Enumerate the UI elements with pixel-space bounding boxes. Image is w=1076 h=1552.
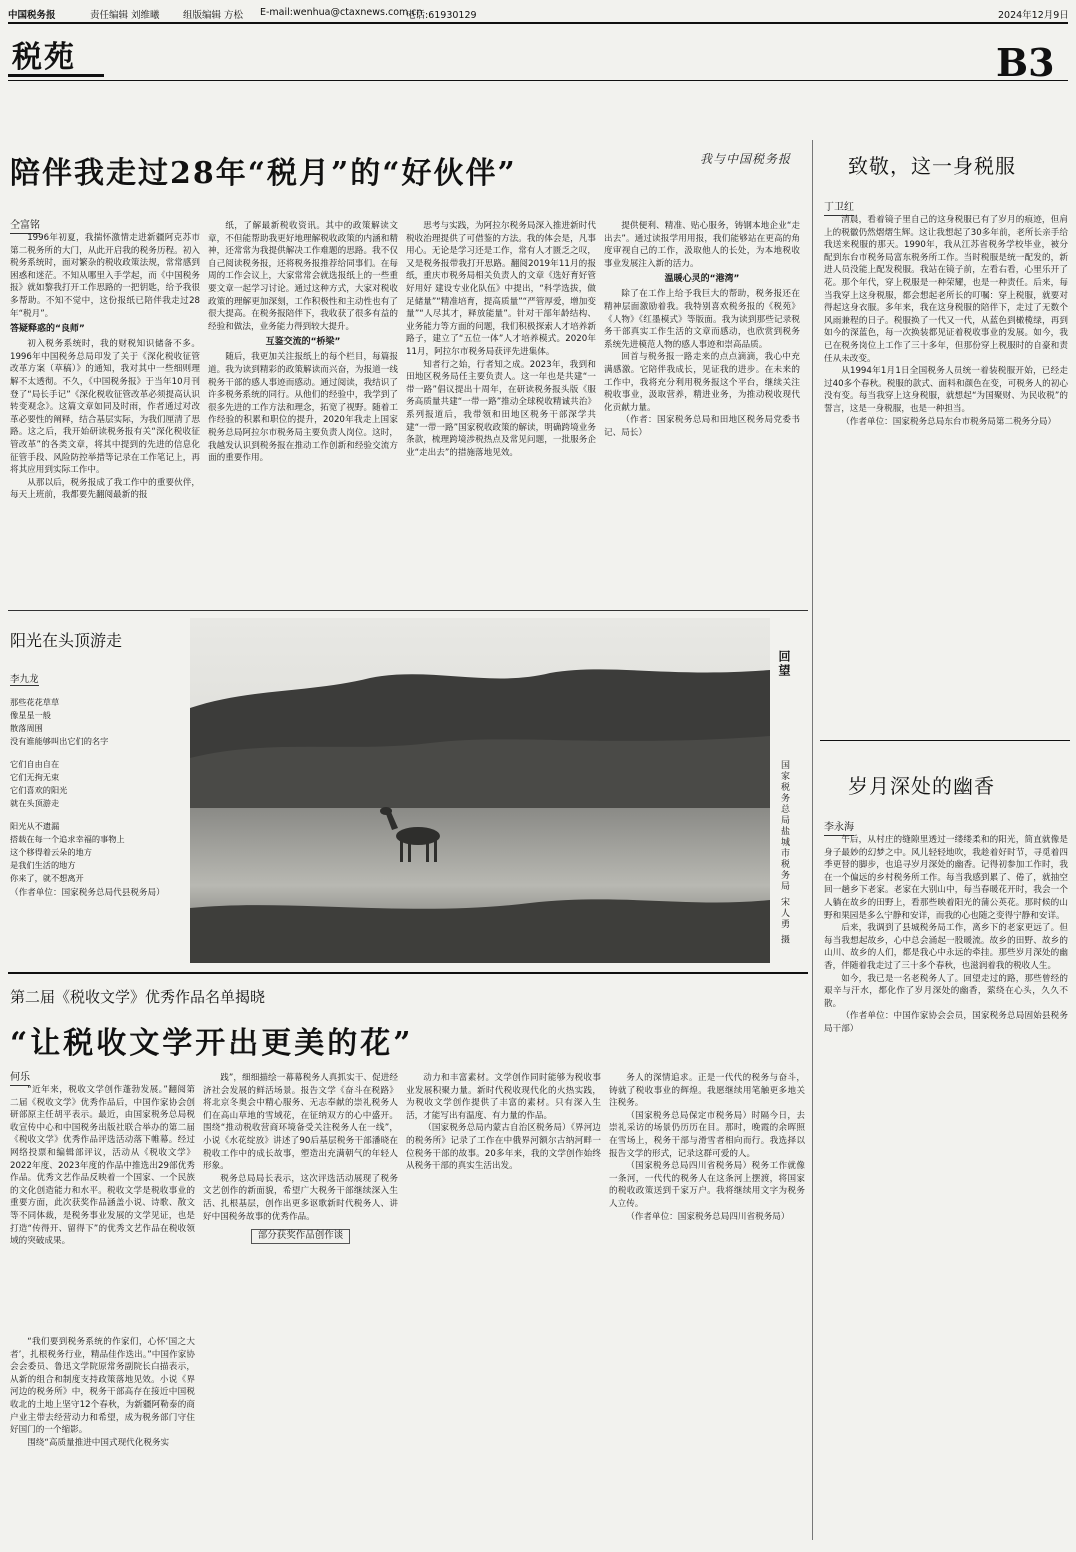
article1-subhead3: 温暖心灵的“港湾” [664,274,740,285]
photo-credit: 国家税务总局盐城市税务局 宋人勇 摄 [779,760,789,946]
article1-bottom-rule [8,610,808,611]
middle-rule [8,972,808,974]
poem-author: 李九龙 [10,671,39,686]
article1-col2: 纸，了解最新税收资讯。其中的政策解读文章，不但能帮助我更好地理解税收政策的内涵和精神，还常常为我提供解决工作难题的思路。我不仅自己阅读税务报，还将税务报推荐给同事们。在每周的工作会议上，大家常常会就选报纸上的一些重要文章一起学习讨论。通过这种方式，大家对税收政策的理解更加深刻，工作积极性和主动性也有了很大提高。在税务报陪伴下，我收获了很多有益的经验和做法，业务能力得到较大提升。 互鉴交流的“桥梁” 随后，我更加关注报纸上的每个栏目，每篇报道。我为读到精彩的政策解读而兴奋，为报道一线税务干部的感人事迹而感动。通过阅读，我结识了许多税务系统的同行。从他们的经验中，我学到了很多先进的工作方法和理念，拓宽了视野。随着工作经验的积累和职位的提升，2020年我走上国家税务总局阿拉尔市税务局主要负责人岗位。这时，我越发认识到税务报在推动工作创新和经验交流方面的重要作用。 [208,221,398,464]
right-rule [820,740,1070,741]
photo-caption-title: 回望 [777,650,791,678]
phone: 电话:61930129 [406,10,477,21]
article1-byline: 仝富铭 [10,216,40,234]
article3-subhead: 部分获奖作品创作谈 [251,1229,351,1244]
layout-editor: 组版编辑 方松 [183,10,244,21]
article3-col1: “近年来，税收文学创作蓬勃发展。”翻阅第二届《税收文学》优秀作品后，中国作家协会创研部原主任胡平表示。最近，由国家税务总局税收宣传中心和中国税务出版社联合举办的第二届《税收文学》优秀作品评选活动落下帷幕。经过网络投票和编辑部评议，活动从《税收文学》2022年度、2023年度的作品中推选出29部优秀作品。优秀文艺作品反映着一个国家、一个民族的文化创造能力和水平。税收文学是税收事业的重要方面，此次获奖作品涵盖小说、诗歌、散文等不同体裁，是税务事业发展的文学见证，也是打造“传得开、留得下”的优秀文艺作品在税收领域的突破成果。 [10,1085,195,1247]
masthead-rule [8,22,1068,24]
deer-in-grassland-image [190,618,770,963]
article4-body: 午后，从村庄的缝隙里透过一缕缕柔和的阳光，简直就像是身子最妙的幻梦之中。风儿轻轻地吹，我趁着好时节，寻觅着四季更替的脚步，也追寻岁月深处的幽香。记得初参加工作时，我在一个偏远的乡村税务所工作。每当我感到累了、倦了，就抽空回一趟乡下老家。老家在大别山中，每当春暖花开时，我会一个人躺在故乡的田野上，看那些映着阳光的蒲公英花。那时候的山野和果园是多么宁静和安详，而我的心也随之变得宁静和安详。 后来，我调到了县城税务局工作，离乡下的老家更远了。但每当我想起故乡，心中总会涌起一股暖流。故乡的田野、故乡的山川、故乡的人们，都是我心中永远的牵挂。那些岁月深处的幽香，伴随着我走过了三十多个春秋，也滋润着我的税收人生。 如今，我已是一名老税务人了。回望走过的路，那些曾经的艰辛与汗水，都化作了岁月深处的幽香，萦绕在心头，久久不散。 （作者单位：中国作家协会会员，国家税务总局固始县税务局干部） [824,835,1068,1034]
column-divider [812,140,813,1540]
section-title: 税苑 [12,40,76,75]
column-logo: 我与中国税务报 [700,152,792,166]
email: E-mail:wenhua@ctaxnews.com.cn [260,7,423,18]
article2-byline: 丁卫红 [824,198,854,216]
article3-title: “让税收文学开出更美的花” [10,1026,414,1061]
date: 2024年12月9日 [998,10,1069,21]
landscape-photo [190,618,770,963]
poem-block [10,628,178,958]
article1-subhead2: 互鉴交流的“桥梁” [265,337,341,348]
poem-stanza-3: 阳光从不遗漏 搭载在每一个追求幸福的事物上 这个移得着云朵的地方 是我们生活的地方 你来了，就不想离开 [10,821,125,883]
article3-col1b: “我们要到税务系统的作家们，心怀‘国之大者’，扎根税务行业，精品佳作迭出。”中国作家协会会委员、鲁迅文学院原常务副院长白描表示，从新的组合和制度支持政策落地见效。小说《界河边的税务所》中，税务干部高存在接近中国税收北的土地上坚守12个春秋，为新疆阿勒泰的商户业主带去经营动力和希望，成为税务部门守住好国门的一个缩影。 围绕“高质量推进中国式现代化税务实 [10,1337,195,1448]
article2-body: 清晨，看着镜子里自己的这身税服已有了岁月的痕迹，但肩上的税徽仍然熠熠生辉。这让我想起了30多年前，老所长亲手给我送来税服的那天。1990年，我从江苏省税务学校毕业，被分配到东台市税务局富东税务所工作。当时税服是统一配发的，新进人员没能上配发税服。我站在镜子前，左看右看，心里乐开了花。那个年代，穿上税服是一种荣耀，也是一种责任。后来，每当我穿上这身税服，都会想起老所长的叮嘱：穿上税服，就要对得起这身衣服。多年来，我在这身税服的陪伴下，走过了无数个风雨兼程的日子。税服换了一代又一代，从蓝色到橄榄绿，再到如今的深蓝色，每一次换装都见证着税收事业的发展。如今，我已在税务岗位上工作了三十多年，但那份穿上税服时的自豪和责任从未改变。 从1994年1月1日全国税务人员统一着装税服开始，已经走过40多个春秋。税服的款式、面料和颜色在变，可税务人的初心没有变。每当我穿上这身税服，就想起“为国聚财、为民收税”的誓言，这是一身税服，也是一种担当。 （作者单位：国家税务总局东台市税务局第二税务分局） [824,215,1068,427]
poem-stanza-1: 那些花花草草 像星星一般 散落周围 没有谁能够叫出它们的名字 [10,697,109,746]
article3-col4: 务人的深情追求。正是一代代的税务与奋斗，铸就了税收事业的辉煌。我愿继续用笔触更多地关注税务。 （国家税务总局保定市税务局）时隔今日，去崇礼采访的场景仍历历在目。那时，晚霞的余晖照在雪场上，税务干部与滑雪者相向而行。我选择以报告文学的形式，记录这群可爱的人。 （国家税务总局四川省税务局）税务工作就像一条河，一代代的税务人在这条河上摆渡，将国家的税收政策送到千家万户。我将继续用文字为税务人立传。 （作者单位：国家税务总局四川省税务局） [609,1073,805,1222]
article1-col1: 1996年初夏，我揣怀激情走进新疆阿克苏市第二税务所的大门，从此开启我的税务历程。初入税务系统时，面对繁杂的税收政策法规，常常感到困惑和迷茫。不知从哪里入手学起，而《中国税务报》就如黎我打开工作思路的一把钥匙，给予我很多帮助。不知不觉中，这份报纸已陪伴我走过28年“税月”。 答疑释惑的“良师” 初入税务系统时，我的财税知识储备不多。1996年中国税务总局印发了关于《深化税收征管改革方案（草稿）》的通知，我对其中一些细则理解不太透彻。不久，《中国税务报》于当年10月刊登了“局长手记”《深化税收征管改革必须提高认识转变观念》。这篇文章如同及时雨，作者通过对改革必要性的阐释，结合基层实际，为我们厘清了思路。这之后，我开始研读税务报有关“深化税收征管改革”的各类文章，将其中提到的先进的信息化征管手段、风险防控举措等记录在工作笔记上，再将其应用到实际工作中。 从那以后，税务报成了我工作中的重要伙伴，每天上班前，我都要先翻阅最新的报 [10,233,200,501]
article2-title: 致敬，这一身税服 [848,154,1016,178]
article4-title: 岁月深处的幽香 [848,774,995,798]
article3-col2: 践”，细细描绘一幕幕税务人真抓实干、促进经济社会发展的鲜活场景。报告文学《奋斗在税路》将北京冬奥会中精心服务、无志奉献的崇礼税务人们在高山草地的雪域花，在征纳双方的心中盛开。围绕“推动税收营商环境备受关注税务人在一线”，小说《水花绽放》讲述了90后基层税务干部潘晓在税收工作中的成长故事，塑造出充满朝气的年轻人形象。 税务总局局长表示，这次评选活动展现了税务文艺创作的新面貌，希望广大税务干部继续深入生活、扎根基层，创作出更多讴歌新时代税务人、讲好中国税务故事的优秀作品。 部分获奖作品创作谈 [203,1072,398,1534]
masthead [8,4,1068,22]
poem-title: 阳光在头顶游走 [10,631,123,650]
article3-byline: 何乐 [10,1068,30,1086]
poem-note: （作者单位：国家税务总局代县税务局） [10,888,165,898]
article4-byline: 李永海 [824,818,854,836]
article1-col4: 提供便利、精准、贴心服务，铸钢本地企业“走出去”。通过读报学用用报，我们能够站在更高的角度审视自己的工作，汲取他人的长处，为本地税收事业发展注入新的活力。 温暖心灵的“港湾” 除了在工作上给予我巨大的帮助，税务报还在精神层面激励着我。我特别喜欢税务报的《税苑》《人物》《红墨模式》等版面。我为读到那些记录税务干部真实工作生活的文章而感动，也欣赏到税务系统先进模范人物的感人事迹和崇高品质。 回首与税务报一路走来的点点滴滴，我心中充满感激。它陪伴我成长，见证我的进步。在未来的工作中，我将充分利用税务报这个平台，继续关注税收事业，汲取营养，精进业务，为推动税收现代化贡献力量。 （作者：国家税务总局和田地区税务局党委书记、局长） [604,221,800,438]
article1-subhead1: 答疑释惑的“良师” [10,324,85,335]
paper-name: 中国税务报 [8,10,56,21]
editor: 责任编辑 刘维曦 [90,10,160,21]
page-number: B3 [996,40,1055,85]
article1-title: 陪伴我走过28年“税月”的“好伙伴” [10,156,517,191]
top-rule [8,80,1068,81]
poem-stanza-2: 它们自由自在 它们无拘无束 它们喜欢的阳光 就在头顶游走 [10,759,68,808]
article3-kicker: 第二届《税收文学》优秀作品名单揭晓 [10,988,266,1006]
article1-col3: 思考与实践，为阿拉尔税务局深入推进新时代税收治理提供了可借鉴的方法。我的体会是，凡事用心。无论是学习还是工作，常有人才匮乏之叹，又是税务报带我打开思路。翻阅2019年11月的报纸，重庆市税务局相关负责人的文章《选好育好管好用好 建设专业化队伍》中提出，“科学选拔，做足储量”“精准培育，提高质量”“严管厚爱，增加变量”“人尽其才，释放能量”。针对干部年龄结构、业务能力等方面的问题，我们积极探索人才培养新路子，建立了“五位一体”人才培养模式。2020年11月，阿拉尔市税务局获评先进集体。 知者行之始，行者知之成。2023年，我到和田地区税务局任主要负责人。这一年也是共建“一带一路”倡议提出十周年，在研读税务报头版《服务高质量共建“一带一路”推动全球税收精诚共治》系列报道后，我带领和田地区税务干部深学共建“一带一路”国家税收政策的解读，明确跨境业务条款，梳理跨境涉税热点及常见问题，一批服务企业“走出去”的措施落地见效。 [406,221,596,458]
article3-col3: 动力和丰富素材。文学创作同时能够为税收事业发展积聚力量。新时代税收现代化的火热实践，为税收文学创作提供了丰富的素材。只有深入生活，才能写出有温度、有力量的作品。 （国家税务总局内蒙古自治区税务局）《界河边的税务所》记录了工作在中俄界河额尔古纳河畔一位税务干部的故事。20多年来，我的文学创作始终从税务干部的真实生活出发。 [406,1073,601,1172]
